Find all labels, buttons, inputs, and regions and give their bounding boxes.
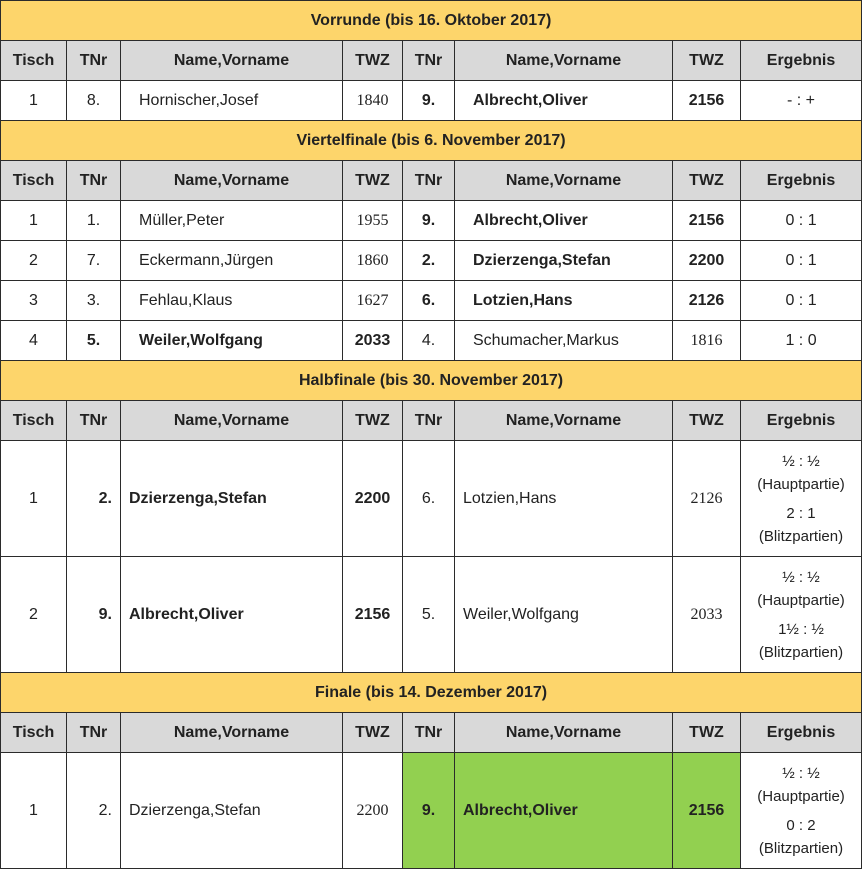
blitz-label: (Blitzpartien) — [758, 643, 844, 661]
tnr: 5. — [67, 321, 121, 361]
tnr: 1. — [67, 201, 121, 241]
col-name: Name,Vorname — [455, 401, 673, 441]
twz: 2200 — [673, 241, 741, 281]
result — [741, 441, 862, 557]
player-name: Müller,Peter — [121, 201, 343, 241]
tnr: 6. — [403, 441, 455, 557]
blitz-label: (Blitzpartien) — [758, 527, 844, 545]
col-tisch: Tisch — [1, 401, 67, 441]
col-twz: TWZ — [343, 41, 403, 81]
round-title: Finale (bis 14. Dezember 2017) — [1, 673, 862, 713]
player-name: Lotzien,Hans — [455, 281, 673, 321]
col-name: Name,Vorname — [121, 713, 343, 753]
tisch: 3 — [1, 281, 67, 321]
main-game-label: (Hauptpartie) — [757, 475, 845, 493]
table-row — [1, 201, 862, 241]
column-header-row — [1, 713, 862, 753]
round-title: Viertelfinale (bis 6. November 2017) — [1, 121, 862, 161]
table-row — [1, 753, 862, 869]
table-row — [1, 441, 862, 557]
col-twz: TWZ — [673, 401, 741, 441]
twz: 1860 — [343, 241, 403, 281]
twz: 2126 — [673, 441, 741, 557]
tnr: 4. — [403, 321, 455, 361]
main-game-label: (Hauptpartie) — [757, 787, 845, 805]
tnr: 7. — [67, 241, 121, 281]
blitz-score: 2 : 1 — [786, 504, 816, 522]
twz: 1955 — [343, 201, 403, 241]
tisch: 2 — [1, 241, 67, 281]
twz: 2200 — [343, 753, 403, 869]
twz: 2156 — [673, 201, 741, 241]
blitz-score: 1½ : ½ — [778, 620, 824, 638]
result: 0 : 1 — [741, 281, 862, 321]
player-name: Fehlau,Klaus — [121, 281, 343, 321]
col-twz: TWZ — [343, 713, 403, 753]
winner-tnr: 9. — [403, 753, 455, 869]
table-row — [1, 281, 862, 321]
tisch: 4 — [1, 321, 67, 361]
col-name: Name,Vorname — [455, 161, 673, 201]
column-header-row — [1, 161, 862, 201]
col-tnr: TNr — [67, 41, 121, 81]
result — [741, 753, 862, 869]
col-ergebnis: Ergebnis — [741, 401, 862, 441]
main-game-label: (Hauptpartie) — [757, 591, 845, 609]
table-row — [1, 241, 862, 281]
main-game-score: ½ : ½ — [782, 764, 820, 782]
blitz-label: (Blitzpartien) — [758, 839, 844, 857]
tnr: 9. — [67, 557, 121, 673]
twz: 2200 — [343, 441, 403, 557]
result: - : + — [741, 81, 862, 121]
player-name: Lotzien,Hans — [455, 441, 673, 557]
result: 1 : 0 — [741, 321, 862, 361]
col-name: Name,Vorname — [455, 713, 673, 753]
tisch: 1 — [1, 441, 67, 557]
col-ergebnis: Ergebnis — [741, 161, 862, 201]
tnr: 5. — [403, 557, 455, 673]
main-game-score: ½ : ½ — [782, 568, 820, 586]
player-name: Schumacher,Markus — [455, 321, 673, 361]
result: 0 : 1 — [741, 201, 862, 241]
player-name: Dzierzenga,Stefan — [455, 241, 673, 281]
col-name: Name,Vorname — [455, 41, 673, 81]
round-header-viertelfinale — [1, 121, 862, 161]
col-tnr: TNr — [67, 713, 121, 753]
table-row — [1, 321, 862, 361]
player-name: Weiler,Wolfgang — [455, 557, 673, 673]
player-name: Dzierzenga,Stefan — [121, 441, 343, 557]
table-row — [1, 81, 862, 121]
col-name: Name,Vorname — [121, 401, 343, 441]
tisch: 2 — [1, 557, 67, 673]
col-tnr: TNr — [403, 161, 455, 201]
tnr: 9. — [403, 201, 455, 241]
tnr: 2. — [403, 241, 455, 281]
tnr: 2. — [67, 753, 121, 869]
twz: 1816 — [673, 321, 741, 361]
column-header-row — [1, 401, 862, 441]
tisch: 1 — [1, 753, 67, 869]
col-tisch: Tisch — [1, 161, 67, 201]
tisch: 1 — [1, 201, 67, 241]
twz: 2156 — [673, 81, 741, 121]
winner-twz: 2156 — [673, 753, 741, 869]
round-header-halbfinale — [1, 361, 862, 401]
main-game-score: ½ : ½ — [782, 452, 820, 470]
tnr: 2. — [67, 441, 121, 557]
result — [741, 557, 862, 673]
column-header-row — [1, 41, 862, 81]
player-name: Albrecht,Oliver — [121, 557, 343, 673]
col-tisch: Tisch — [1, 713, 67, 753]
col-tnr: TNr — [67, 401, 121, 441]
col-tnr: TNr — [67, 161, 121, 201]
tnr: 3. — [67, 281, 121, 321]
table-row — [1, 557, 862, 673]
col-twz: TWZ — [343, 161, 403, 201]
col-twz: TWZ — [673, 161, 741, 201]
round-header-finale — [1, 673, 862, 713]
round-header-vorrunde — [1, 1, 862, 41]
tisch: 1 — [1, 81, 67, 121]
twz: 1627 — [343, 281, 403, 321]
col-twz: TWZ — [673, 713, 741, 753]
twz: 2033 — [343, 321, 403, 361]
col-twz: TWZ — [343, 401, 403, 441]
twz: 2126 — [673, 281, 741, 321]
player-name: Dzierzenga,Stefan — [121, 753, 343, 869]
result: 0 : 1 — [741, 241, 862, 281]
winner-name: Albrecht,Oliver — [455, 753, 673, 869]
col-tisch: Tisch — [1, 41, 67, 81]
blitz-score: 0 : 2 — [786, 816, 816, 834]
col-name: Name,Vorname — [121, 41, 343, 81]
twz: 2156 — [343, 557, 403, 673]
tnr: 9. — [403, 81, 455, 121]
col-name: Name,Vorname — [121, 161, 343, 201]
player-name: Hornischer,Josef — [121, 81, 343, 121]
round-title: Vorrunde (bis 16. Oktober 2017) — [1, 1, 862, 41]
player-name: Weiler,Wolfgang — [121, 321, 343, 361]
round-title: Halbfinale (bis 30. November 2017) — [1, 361, 862, 401]
col-tnr: TNr — [403, 41, 455, 81]
col-tnr: TNr — [403, 713, 455, 753]
tnr: 6. — [403, 281, 455, 321]
twz: 1840 — [343, 81, 403, 121]
player-name: Albrecht,Oliver — [455, 201, 673, 241]
col-ergebnis: Ergebnis — [741, 41, 862, 81]
col-twz: TWZ — [673, 41, 741, 81]
player-name: Eckermann,Jürgen — [121, 241, 343, 281]
col-ergebnis: Ergebnis — [741, 713, 862, 753]
tnr: 8. — [67, 81, 121, 121]
player-name: Albrecht,Oliver — [455, 81, 673, 121]
twz: 2033 — [673, 557, 741, 673]
col-tnr: TNr — [403, 401, 455, 441]
